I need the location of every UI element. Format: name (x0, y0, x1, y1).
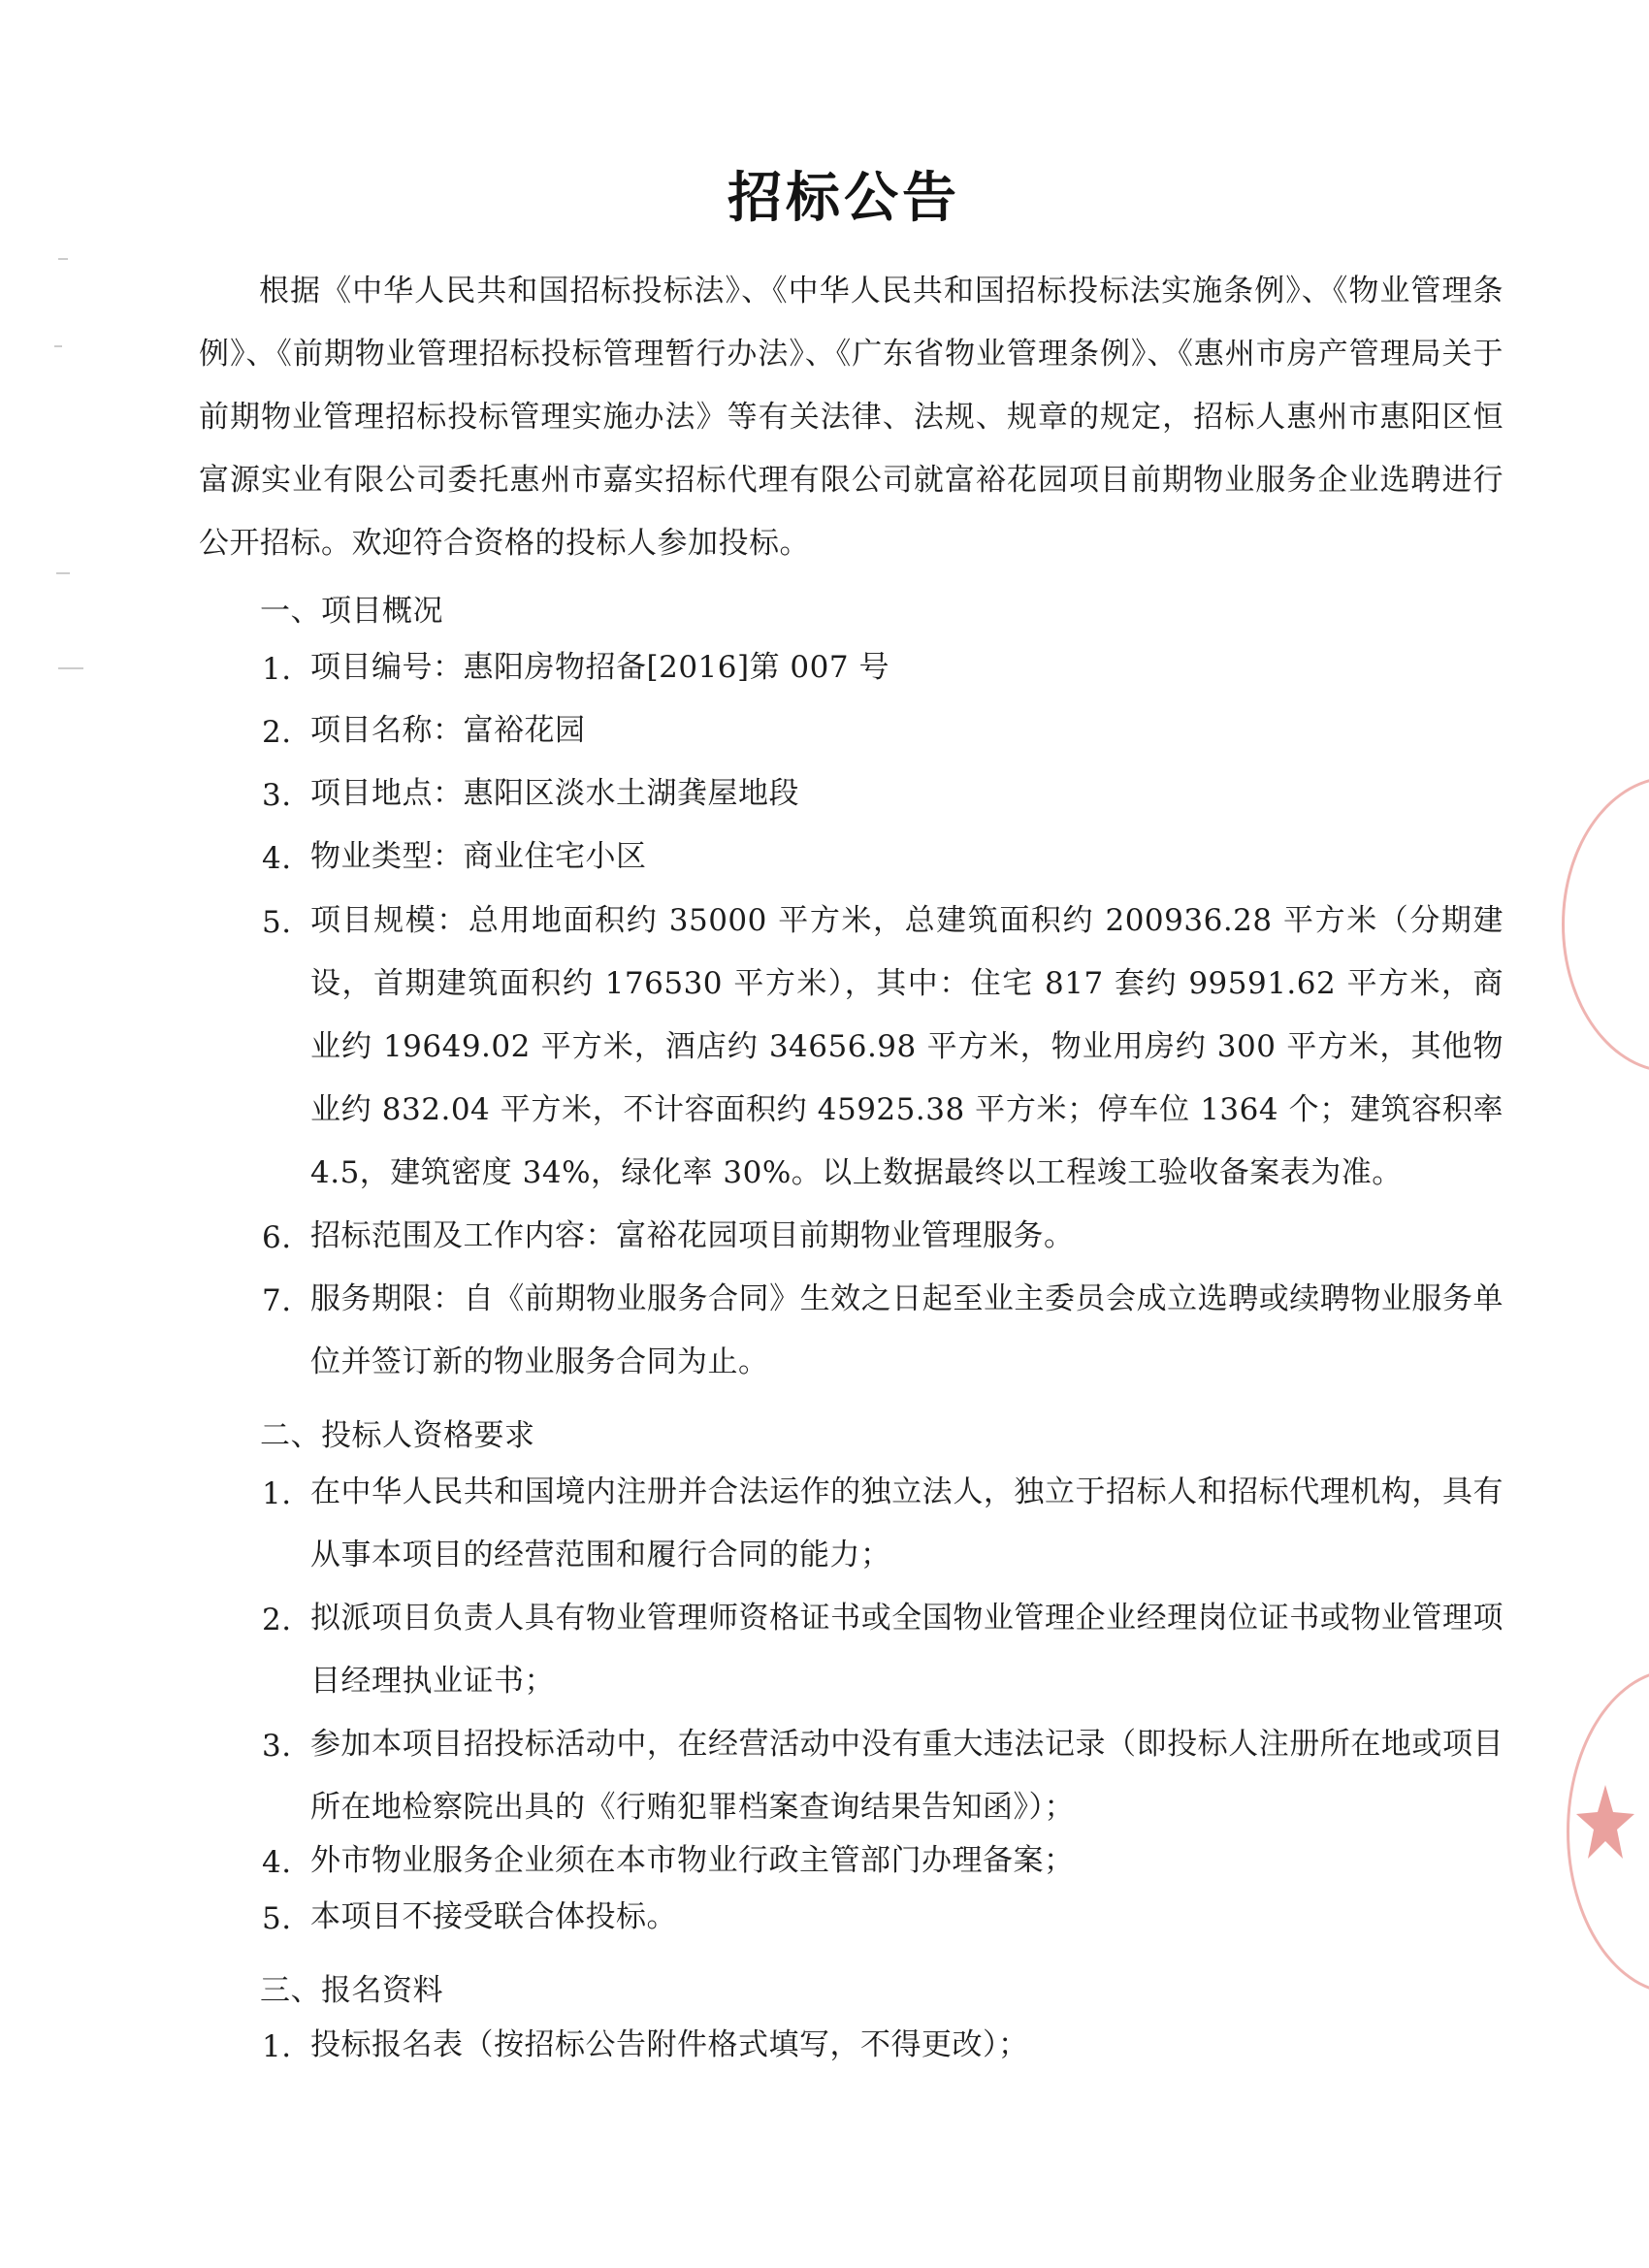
item-number: 2. (262, 715, 292, 750)
item-number: 6. (262, 1220, 292, 1255)
item-number: 4. (262, 841, 292, 876)
intro-paragraph: 根据《中华人民共和国招标投标法》、《中华人民共和国招标投标法实施条例》、《物业管理条例》、《前期物业管理招标投标管理暂行办法》、《广东省物业管理条例》、《惠州市房产管理局关于前期物业管理招标投标管理实施办法》等有关法律、法规、规章的规定，招标人惠州市惠阳区恒富源实业有限公司委托惠州市嘉实招标代理有限公司就富裕花园项目前期物业服务企业选聘进行公开招标。欢迎符合资格的投标人参加投标。 (199, 274, 1504, 561)
item-registration-form: 投标报名表（按招标公告附件格式填写，不得更改）； (310, 2027, 1029, 2062)
item-number: 7. (262, 1283, 292, 1318)
item-project-location: 项目地点：惠阳区淡水土湖龚屋地段 (310, 776, 799, 811)
item-project-scale: 项目规模：总用地面积约 35000 平方米，总建筑面积约 200936.28 平方米（分期建设，首期建筑面积约 176530 平方米），其中：住宅 817 套约 99591.62 平方米，商业约 19649.02 平方米，酒店约 34656.98 平方米，物业用房约 300 平方米，其他物业约 832.04 平方米，不计容面积约 45925.38 平方米；停车位 1364 个；建筑容积率 4.5，建筑密度 34%，绿化率 30%。以上数据最终以工程竣工验收备案表为准。 (310, 903, 1504, 1190)
document-title: 招标公告 (728, 167, 960, 230)
seal-stamp-upper (1562, 776, 1649, 1073)
item-project-name: 项目名称：富裕花园 (310, 713, 586, 748)
scan-mark (54, 345, 62, 347)
star-icon (1576, 1785, 1634, 1863)
scan-mark (58, 667, 83, 669)
item-number: 5. (262, 1901, 292, 1936)
item-scope: 招标范围及工作内容：富裕花园项目前期物业管理服务。 (310, 1218, 1075, 1253)
item-number: 1. (262, 1476, 292, 1511)
item-legal-entity: 在中华人民共和国境内注册并合法运作的独立法人，独立于招标人和招标代理机构，具有从事本项目的经营范围和履行合同的能力； (310, 1474, 1504, 1572)
item-number: 3. (262, 1729, 292, 1764)
item-number: 5. (262, 905, 292, 940)
section-heading-registration: 三、报名资料 (260, 1973, 443, 2008)
item-number: 1. (262, 2029, 292, 2064)
scan-mark (58, 258, 68, 260)
item-number: 4. (262, 1845, 292, 1880)
item-property-type: 物业类型：商业住宅小区 (310, 839, 647, 874)
item-number: 3. (262, 778, 292, 813)
item-service-period: 服务期限：自《前期物业服务合同》生效之日起至业主委员会成立选聘或续聘物业服务单位并签订新的物业服务合同为止。 (310, 1281, 1504, 1379)
section-heading-qualification: 二、投标人资格要求 (260, 1418, 535, 1453)
item-manager-certificate: 拟派项目负责人具有物业管理师资格证书或全国物业管理企业经理岗位证书或物业管理项目经理执业证书； (310, 1601, 1504, 1699)
item-no-consortium: 本项目不接受联合体投标。 (310, 1899, 677, 1934)
section-heading-overview: 一、项目概况 (260, 594, 443, 629)
item-project-number: 项目编号：惠阳房物招备[2016]第 007 号 (310, 650, 889, 685)
scan-mark (56, 572, 70, 574)
item-number: 2. (262, 1603, 292, 1637)
item-no-violation: 参加本项目招投标活动中，在经营活动中没有重大违法记录（即投标人注册所在地或项目所在地检察院出具的《行贿犯罪档案查询结果告知函》）； (310, 1727, 1504, 1825)
item-number: 1. (262, 652, 292, 687)
item-registration: 外市物业服务企业须在本市物业行政主管部门办理备案； (310, 1843, 1075, 1878)
